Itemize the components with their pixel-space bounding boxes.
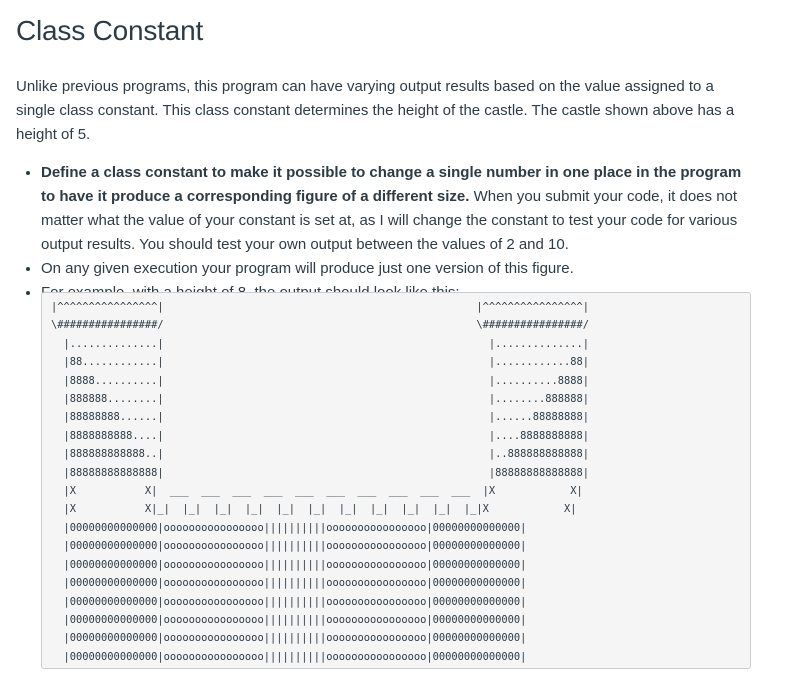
- output-line: |00000000000000|oooooooooooooooo||||||||||oooooooooooooooo|00000000000000|: [51, 540, 527, 553]
- output-line: |00000000000000|oooooooooooooooo||||||||||oooooooooooooooo|00000000000000|: [51, 650, 527, 663]
- output-line: |888888........| |........888888|: [51, 393, 589, 406]
- bullet-bold-text: Define a class constant to make it possible to change a single number in one place in the program to have it produce a corresponding figure of a different size.: [41, 164, 742, 205]
- castle-output: [51, 298, 750, 666]
- output-line: |X X|_| |_| |_| |_| |_| |_| |_| |_| |_| |_| |_|X X|: [51, 503, 577, 516]
- output-line: |00000000000000|oooooooooooooooo||||||||||oooooooooooooooo|00000000000000|: [51, 595, 527, 608]
- output-line: |00000000000000|oooooooooooooooo||||||||||oooooooooooooooo|00000000000000|: [51, 577, 527, 590]
- bullet-text: When you submit your code, it does not matter what the value of your constant is set at, as I will change the constant to test your code for various output results. You should test your own output between the values of 2 and 10.: [41, 188, 738, 253]
- output-line: |8888888888....| |....8888888888|: [51, 429, 589, 442]
- output-line: |88888888888888| |88888888888888|: [51, 466, 589, 479]
- intro-paragraph: Unlike previous programs, this program can have varying output results based on the value assigned to a single class constant. This class constant determines the height of the castle. The castle shown above has a height of 5.: [16, 78, 735, 143]
- list-item: [41, 161, 753, 257]
- output-line: |X X| ___ ___ ___ ___ ___ ___ ___ ___ ___ ___ |X X|: [51, 485, 583, 498]
- list-item: [41, 257, 753, 281]
- page-title: Class Constant: [16, 15, 204, 46]
- output-line: |00000000000000|oooooooooooooooo||||||||||oooooooooooooooo|00000000000000|: [51, 613, 527, 626]
- output-line: |..............| |..............|: [51, 337, 589, 350]
- bullet-text: On any given execution your program will produce just one version of this figure.: [41, 260, 574, 277]
- output-line: |88888888......| |......88888888|: [51, 411, 589, 424]
- output-line: |888888888888..| |..888888888888|: [51, 448, 589, 461]
- output-line: |00000000000000|oooooooooooooooo||||||||||oooooooooooooooo|00000000000000|: [51, 521, 527, 534]
- output-line: |00000000000000|oooooooooooooooo||||||||||oooooooooooooooo|00000000000000|: [51, 632, 527, 645]
- output-line: |^^^^^^^^^^^^^^^^| |^^^^^^^^^^^^^^^^|: [51, 301, 589, 313]
- example-output-box: [41, 292, 751, 669]
- requirements-list: [16, 161, 753, 305]
- output-line: |88............| |............88|: [51, 356, 589, 369]
- output-line: \################/ \################/: [51, 319, 589, 332]
- output-line: |00000000000000|oooooooooooooooo||||||||||oooooooooooooooo|00000000000000|: [51, 558, 527, 571]
- output-line: |8888..........| |..........8888|: [51, 374, 589, 387]
